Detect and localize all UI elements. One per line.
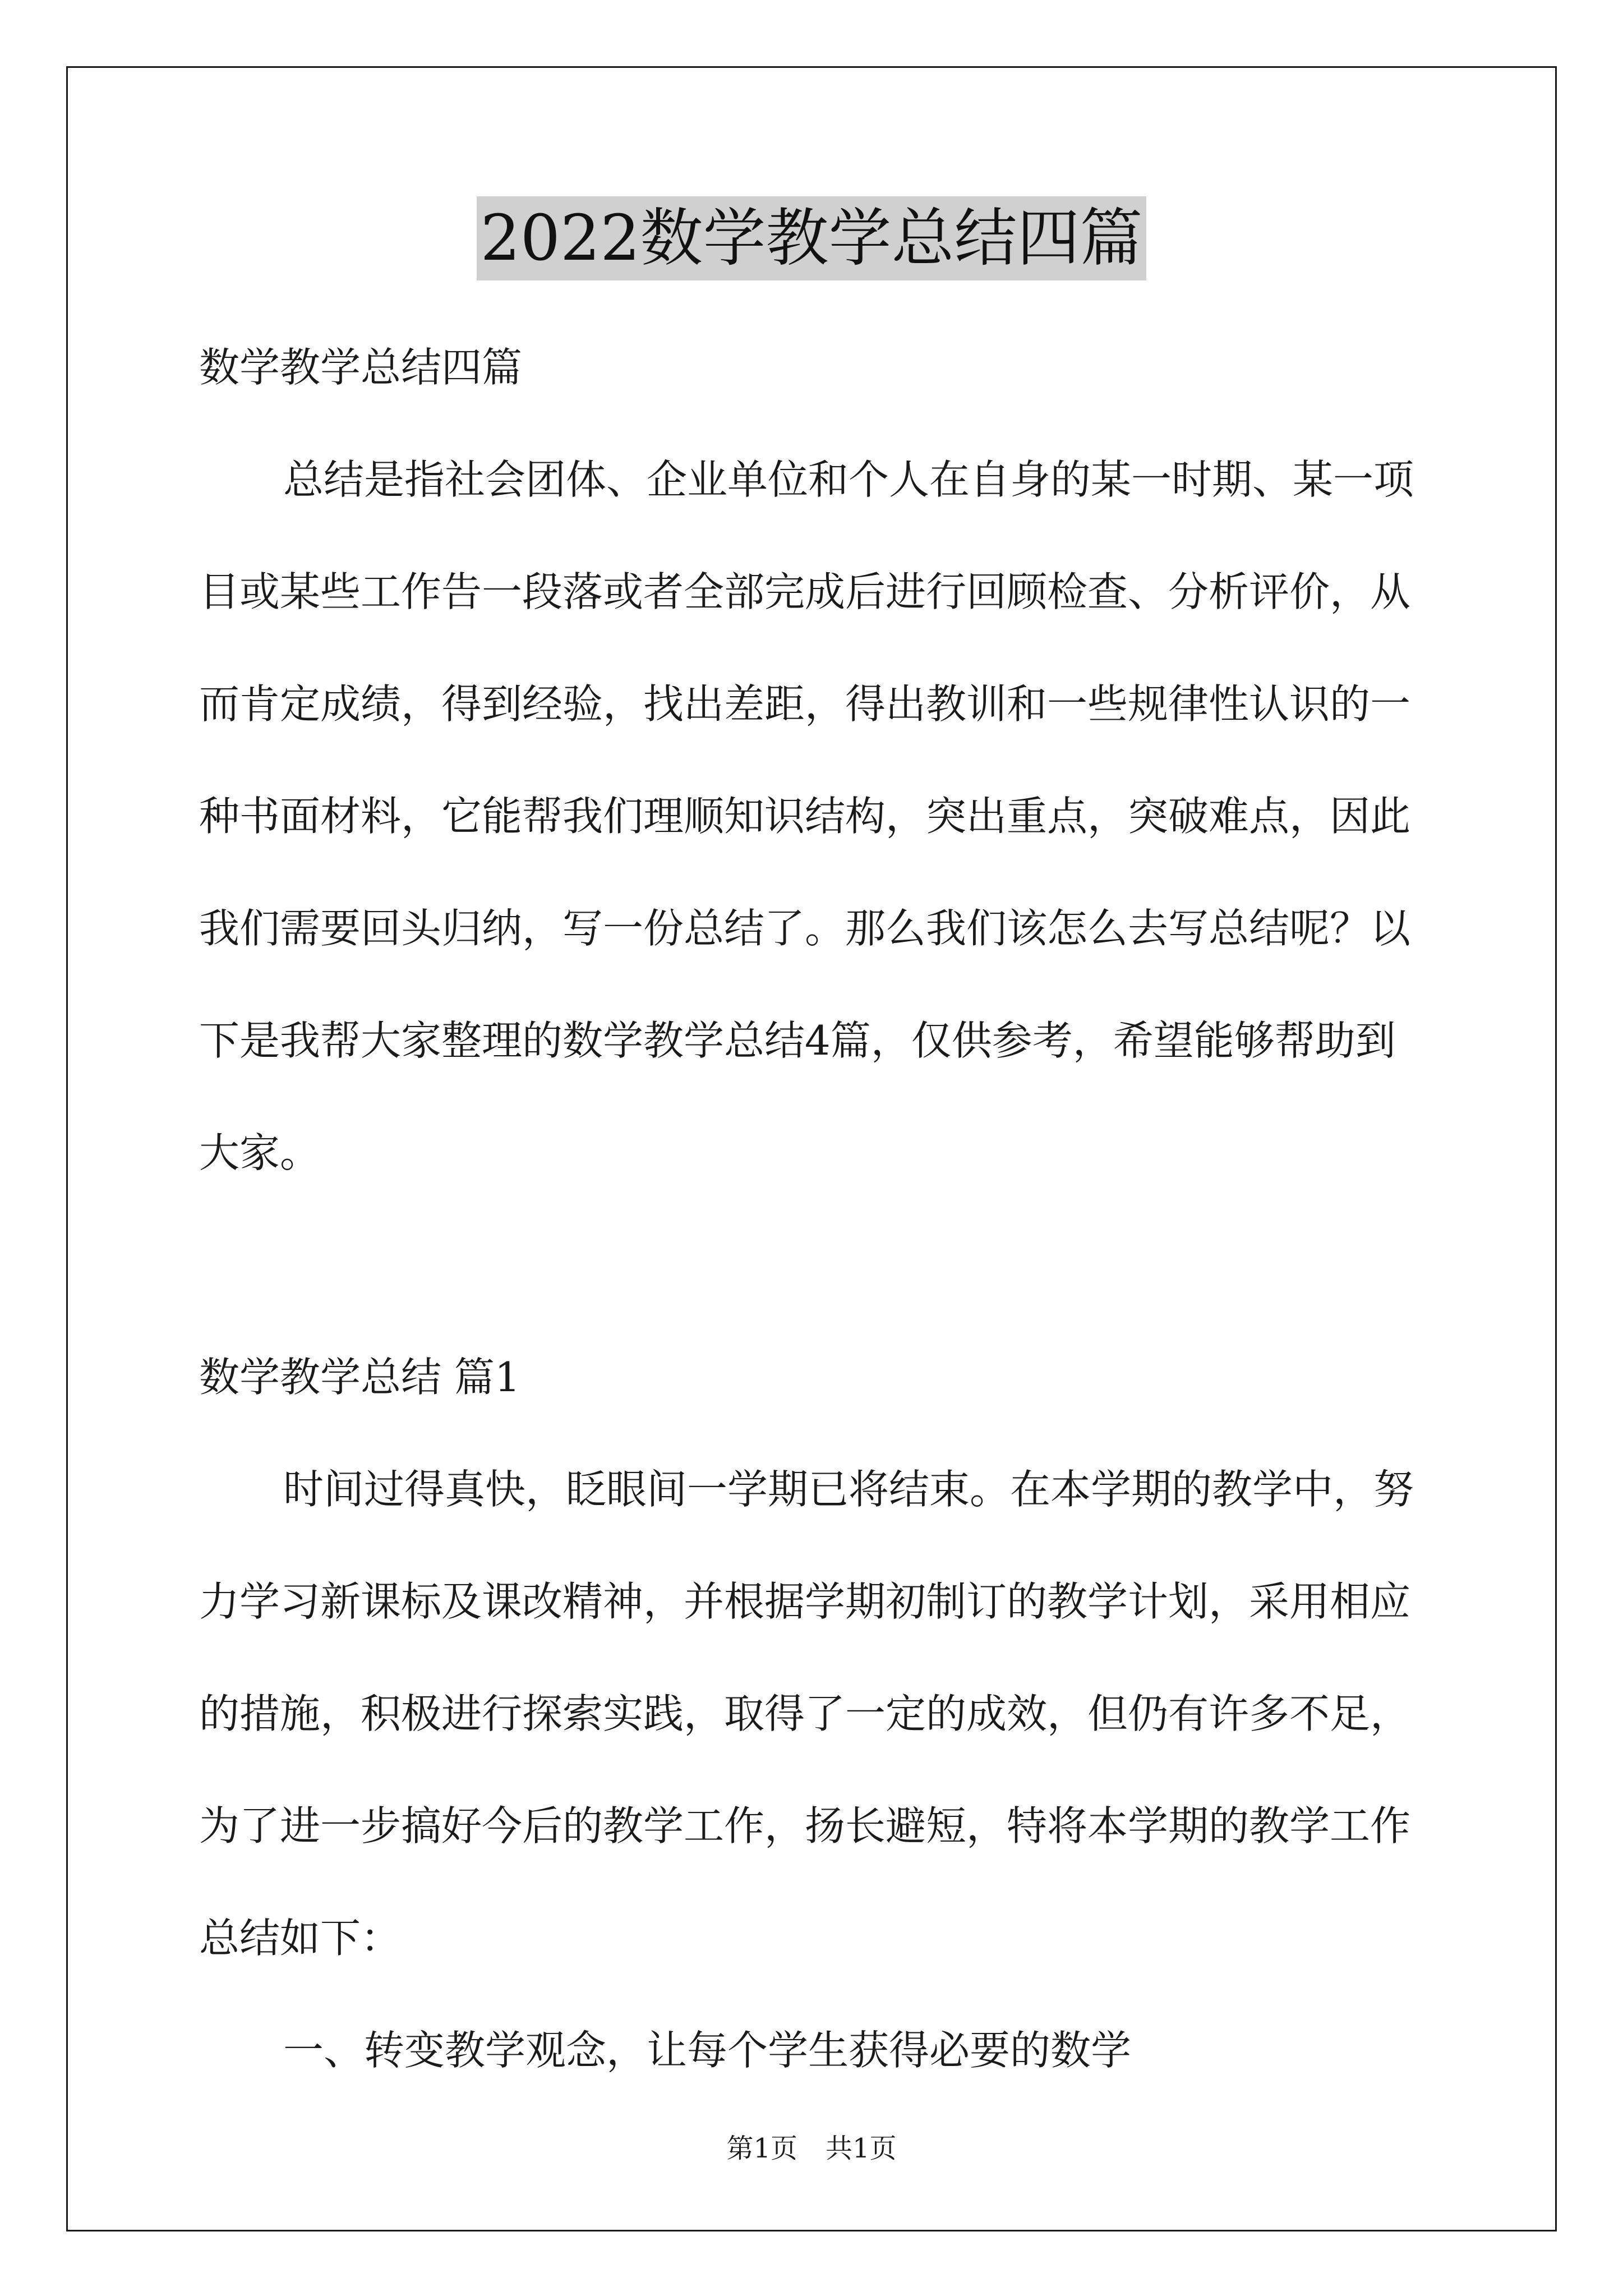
page-total: 共1页	[826, 2133, 897, 2164]
paragraph-spacer	[199, 1209, 1433, 1321]
intro-line: 种书面材料，它能帮我们理顺知识结构，突出重点，突破难点，因此	[199, 793, 1411, 840]
section-line: 为了进一步搞好今后的教学工作，扬长避短，特将本学期的教学工作	[199, 1802, 1411, 1849]
intro-line: 目或某些工作告一段落或者全部完成后进行回顾检查、分析评价，从	[199, 568, 1411, 615]
page-footer	[0, 2132, 1623, 2165]
intro-line: 下是我帮大家整理的数学教学总结4篇，仅供参考，希望能够帮助到	[199, 1017, 1396, 1064]
document-title: 2022数学教学总结四篇	[477, 196, 1146, 280]
intro-line: 总结是指社会团体、企业单位和个人在自身的某一时期、某一项	[283, 456, 1414, 503]
intro-line: 我们需要回头归纳，写一份总结了。那么我们该怎么去写总结呢？以	[199, 905, 1411, 952]
intro-line: 大家。	[199, 1129, 321, 1176]
section-heading: 数学教学总结 篇1	[199, 1354, 520, 1401]
section-line: 力学习新课标及课改精神，并根据学期初制订的教学计划，采用相应	[199, 1578, 1411, 1625]
title-area	[0, 196, 1623, 280]
document-subtitle: 数学教学总结四篇	[199, 344, 523, 391]
document-body	[199, 311, 1433, 2106]
section-line: 总结如下：	[199, 1915, 402, 1962]
section-line: 时间过得真快，眨眼间一学期已将结束。在本学期的教学中，努	[283, 1466, 1414, 1513]
section-point: 一、转变教学观念，让每个学生获得必要的数学	[283, 2027, 1132, 2074]
section-line: 的措施，积极进行探索实践，取得了一定的成效，但仍有许多不足，	[199, 1690, 1411, 1737]
intro-line: 而肯定成绩，得到经验，找出差距，得出教训和一些规律性认识的一	[199, 680, 1411, 728]
page-number: 第1页	[726, 2133, 797, 2164]
